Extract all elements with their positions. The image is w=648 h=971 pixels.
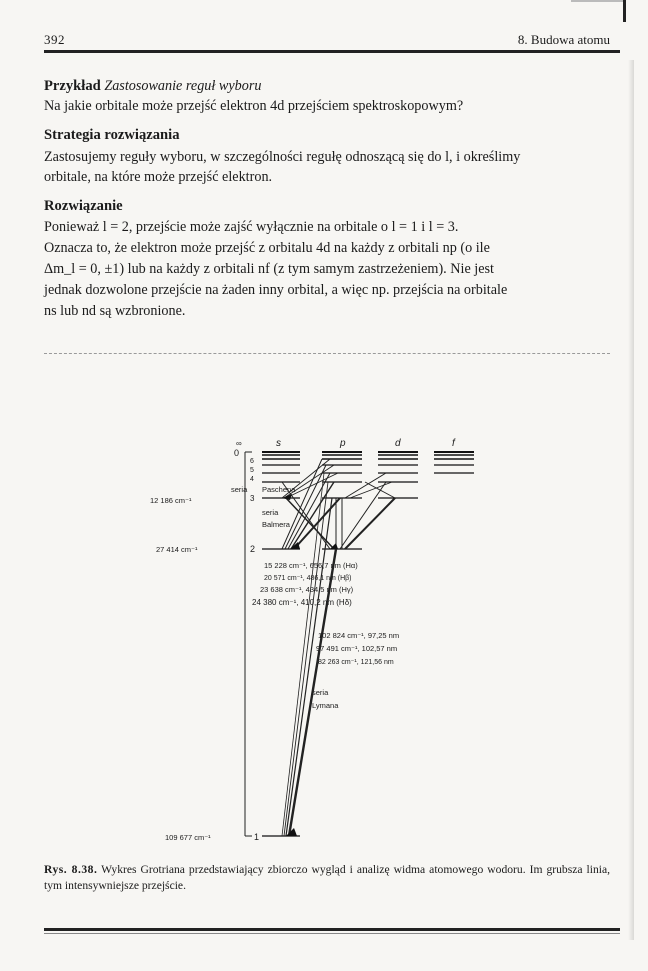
balmer-line-h-gamma: 23 638 cm⁻¹, 434,5 nm (Hγ): [260, 585, 354, 594]
header-rule: [44, 50, 620, 53]
level-number-3: 3: [250, 494, 255, 503]
footer-rule: [44, 928, 620, 931]
caption-line-2: wodoru. Im grubsza linia, tym intensywniejsze przejście.: [44, 863, 611, 892]
caption-line-1: Wykres Grotriana przedstawiający zbiorczo wygląd i analizę widma atomowego: [101, 863, 484, 876]
level-number-4: 4: [250, 476, 254, 483]
balmer-line-h-delta: 24 380 cm⁻¹, 410,2 nm (Hδ): [252, 598, 352, 607]
figure-caption: [44, 862, 610, 894]
level-number-0: 0: [234, 448, 240, 458]
caption-label: Rys. 8.38.: [44, 863, 98, 876]
strategy-heading: Strategia rozwiązania: [44, 127, 180, 143]
lyman-line-3: 82 263 cm⁻¹, 121,56 nm: [318, 659, 394, 666]
corner-mark: [571, 0, 626, 2]
strategy-line-1: Zastosujemy reguły wyboru, w szczególności regułę odnoszącą się do l, i określimy: [44, 149, 521, 165]
paschen-label: Paschena: [262, 485, 296, 494]
footer-rule-thin: [44, 933, 620, 934]
solution-line-4: jednak dozwolone przejście na żaden inny orbital, a więc np. przejścia na orbitale: [44, 282, 508, 298]
solution-line-1: Ponieważ l = 2, przejście może zajść wyłącznie na orbitale o l = 1 i l = 3.: [44, 219, 459, 235]
corner-mark-vertical: [623, 0, 626, 22]
balmer-line-h-alpha: 15 228 cm⁻¹, 656,7 nm (Hα): [264, 561, 358, 570]
example-heading: [44, 76, 610, 96]
example-label: Przykład: [44, 78, 101, 94]
strategy-line-2: orbitale, na które może przejść elektron.: [44, 169, 273, 185]
chapter-title: 8. Budowa atomu: [517, 32, 610, 47]
level-number-6: 6: [250, 458, 254, 465]
upper-levels: [262, 452, 474, 482]
column-label-d: d: [395, 438, 401, 449]
column-label-f: f: [452, 438, 455, 449]
example-question: Na jakie orbitale może przejść elektron 4d przejściem spektroskopowym?: [44, 98, 464, 114]
lyman-line-2: 97 491 cm⁻¹, 102,57 nm: [316, 644, 398, 653]
solution-line-2: Oznacza to, że elektron może przejść z orbitalu 4d na każdy z orbitali np (o ile: [44, 240, 490, 256]
column-label-s: s: [276, 438, 281, 449]
solution-heading: Rozwiązanie: [44, 198, 123, 214]
energy-n1: 109 677 cm⁻¹: [165, 833, 211, 842]
column-label-p: p: [340, 438, 346, 449]
page-number: 392: [44, 32, 65, 47]
example-title: Zastosowanie reguł wyboru: [104, 78, 262, 94]
section-separator: [44, 353, 610, 354]
level-number-2: 2: [250, 544, 256, 554]
lyman-label-1: seria: [312, 688, 329, 697]
balmer-label-2: Balmera: [262, 520, 290, 529]
lyman-line-1: 102 824 cm⁻¹, 97,25 nm: [318, 631, 400, 640]
energy-n2: 27 414 cm⁻¹: [156, 545, 198, 554]
lyman-transitions: [282, 473, 336, 836]
balmer-seria-left: seria: [231, 485, 248, 494]
balmer-line-h-beta: 20 571 cm⁻¹, 486,1 nm (Hβ): [264, 575, 352, 582]
level-number-1: 1: [254, 832, 260, 842]
solution-line-3: Δm_l = 0, ±1) lub na każdy z orbitali nf (z tym samym zastrzeżeniem). Nie jest: [44, 261, 495, 277]
lyman-label-2: Lymana: [312, 701, 339, 710]
balmer-label-1: seria: [262, 508, 279, 517]
grotrian-diagram: [0, 430, 648, 850]
solution-line-5: ns lub nd są wzbronione.: [44, 303, 186, 319]
energy-n3: 12 186 cm⁻¹: [150, 496, 192, 505]
level-number-5: 5: [250, 467, 254, 474]
column-label-infinity: ∞: [236, 439, 242, 448]
